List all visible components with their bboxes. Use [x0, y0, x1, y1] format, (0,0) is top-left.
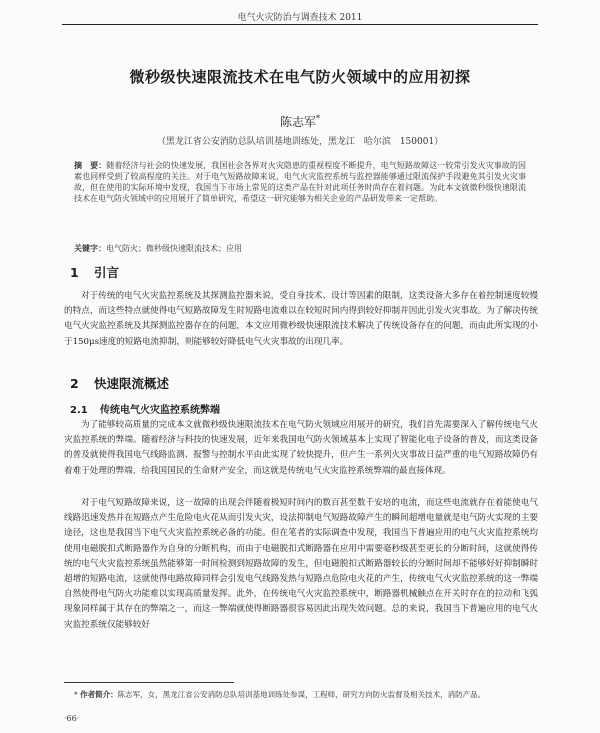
footnote-label: 作者简介：: [80, 690, 118, 699]
author-footnote-mark: *: [316, 114, 320, 123]
section-heading-introduction: [70, 263, 119, 281]
paper-title: 微秒级快速限流技术在电气防火领域中的应用初探: [129, 68, 471, 86]
keywords-text: 电气防火；微秒级快速限流技术；应用: [106, 244, 242, 253]
page-number: ·66·: [64, 714, 80, 723]
section-heading-fast-current-limiting: [70, 374, 169, 392]
footnote-rule: [64, 682, 234, 683]
section-title: 引言: [94, 265, 120, 280]
section-number: 2: [70, 376, 79, 391]
header-rule: [62, 24, 538, 25]
abstract-text: 随着经济与社会的快速发展，我国社会各界对火灾隐患的重视程度不断提升，电气短路故障这一较常引发火灾事故的因素也同样受到了较高程度的关注。对于电气短路故障来说，电气火灾监控系统与监控器能够通过限流保护手段避免其引发火灾事故，但在使用的实际环境中发现，我国当下市场上常见的这类产品在针对此项任务时尚存在着问题。为此本文就微秒级快速限流技术在电气防火领域中的应用展开了简单研究，希望这一研究能够为相关企业的产品研发带来一定帮助。: [74, 161, 527, 203]
section-title: 快速限流概述: [94, 376, 170, 391]
affiliation: （黑龙江省公安消防总队培训基地训练处，黑龙江 哈尔滨 150001）: [156, 137, 444, 147]
keywords-label: 关键字：: [74, 244, 106, 253]
abstract: [74, 160, 526, 204]
subsection-title: 传统电气火灾监控系统弊端: [100, 405, 220, 416]
author-footnote: [74, 689, 538, 700]
author-line: [0, 113, 600, 130]
body-paragraph-1: 为了能够较高质量的完成本文就微秒级快速限流技术在电气防火领域应用展开的研究，我们首先需要深入了解传统电气火灾监控系统的弊端。随着经济与科技的快速发展，近年来我国电气防火领域基本上实现了智能化电子设备的普及，而这类设备的普及就使得我国电气线路监测、报警与控制水平由此实现了较快提升，但产生一系列火灾事故日益严重的电气短路故障仍有着难于处理的弊端，给我国国民的生命财产安全，而这就是传统电气火灾监控系统弊端的最直接体现。: [64, 420, 538, 476]
section-number: 1: [70, 265, 79, 280]
running-head: 电气火灾防治与调查技术 2011: [237, 13, 363, 23]
abstract-label: 摘 要：: [74, 161, 107, 170]
footnote-text: 陈志军，女，黑龙江省公安消防总队培训基地训练处参谋，工程师，研究方向防火监督及相关技术，消防产品。: [117, 690, 486, 699]
body-paragraph-2: 对于电气短路故障来说，这一故障的出现会伴随着极短时间内的数百甚至数千安培的电流，而这些电流就存在着能使电气线路迅速发热并在短路点产生危险电火花从而引发火灾，设法抑制电气短路故障产生的瞬间超增电量就是电气防火实现的主要途径，这也是我国当下电气火灾监控系统必备的功能。但在笔者的实际调查中发现，我国当下普遍应用的电气火灾监控系统均使用电磁脱扣式断路器作为自身的分断机构，而由于电磁脱扣式断路器在应用中需要毫秒级甚至更长的分断时间，这就使得传统的电气火灾监控系统虽然能够第一时间检测到短路故障的发生，但电磁脱扣式断路器较长的分断时间却不能够好好抑制瞬时超增的短路电流，这就使得电路故障同样会引发电气线路发热与短路点危险电火花的产生，传统电气火灾监控系统的这一弊端自然使得电气防火功能难以实现高质量发挥。此外，在传统电气火灾监控系统中，断路器机械触点在开关时存在的拉动和飞弧现象同样属于其存在的弊端之一，而这一弊端就使得断路器很容易因此出现失效问题。总的来说，我国当下普遍应用的电气火灾监控系统仅能够较好: [64, 498, 538, 630]
subsection-heading-traditional-drawbacks: [70, 401, 220, 416]
keywords: [74, 243, 526, 254]
subsection-number: 2.1: [70, 405, 88, 416]
footnote-marker: *: [74, 690, 78, 699]
author-name: 陈志军: [279, 115, 316, 129]
intro-paragraph: 对于传统的电气火灾监控系统及其探测监控器来说，受自身技术、设计等因素的限制，这类设备大多存在着控制速度较慢的特点，而这些特点就使得电气短路故障发生时短路电流难以在较短时间内得到较好抑制并因此引发火灾事故。为了解决传统电气火灾监控系统及其探测监控器存在的问题，本文应用微秒级快速限流技术解决了传统设备存在的问题，而由此所实现的小于150μs速度的短路电流抑制，则能够较好降低电气火灾事故的出现几率。: [64, 291, 538, 347]
